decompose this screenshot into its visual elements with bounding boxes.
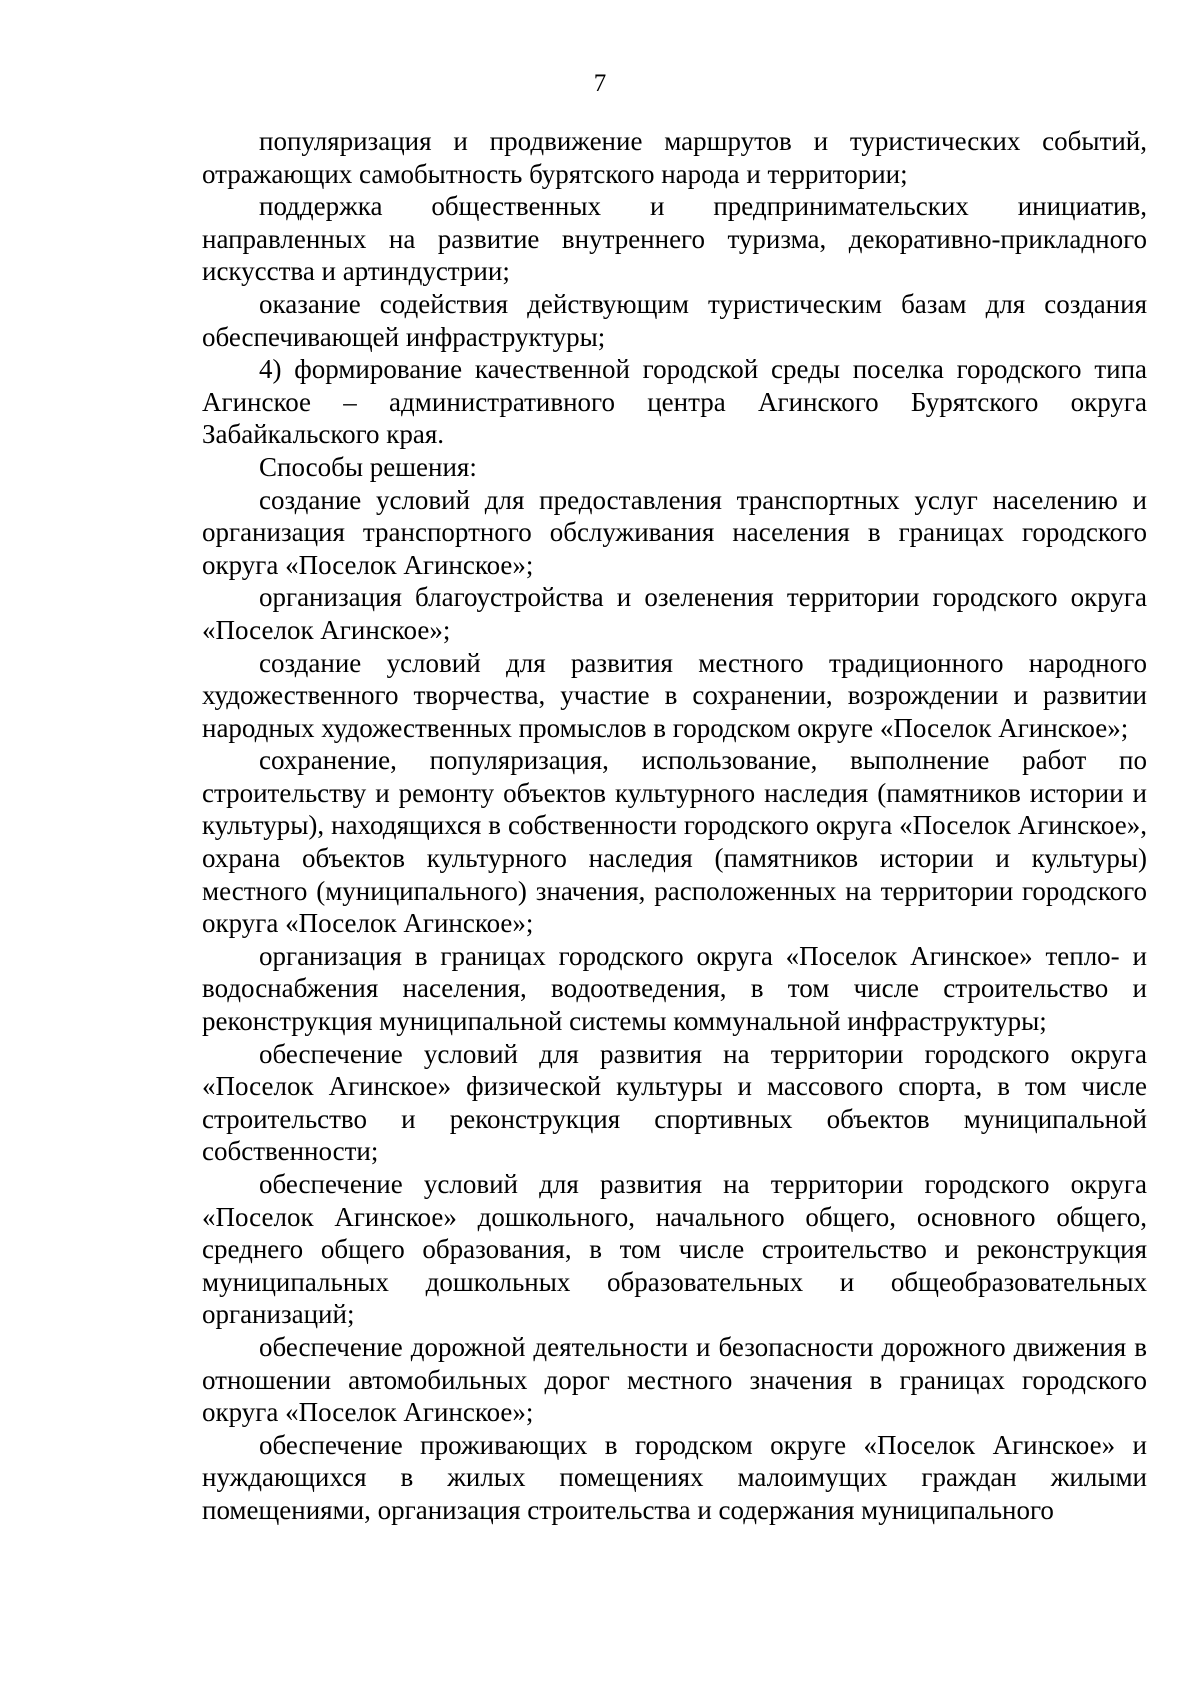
paragraph: популяризация и продвижение маршрутов и туристических событий, отражающих самобытность бурятского народа и территории; bbox=[202, 126, 1147, 189]
paragraph: 4) формирование качественной городской среды поселка городского типа Агинское – административного центра Агинского Бурятского округа Забайкальского края. bbox=[202, 354, 1147, 450]
paragraph: поддержка общественных и предпринимательских инициатив, направленных на развитие внутреннего туризма, декоративно-прикладного искусства и артиндустрии; bbox=[202, 191, 1147, 287]
paragraph: обеспечение условий для развития на территории городского округа «Поселок Агинское» физической культуры и массового спорта, в том числе строительство и реконструкция спортивных объектов муниципальной собственности; bbox=[202, 1038, 1147, 1167]
paragraph: сохранение, популяризация, использование, выполнение работ по строительству и ремонту объектов культурного наследия (памятников истории и культуры), находящихся в собственности городского округа «Поселок Агинское», охрана объектов культурного наследия (памятников истории и культуры) местного (муниципального) значения, расположенных на территории городского округа «Поселок Агинское»; bbox=[202, 745, 1147, 939]
paragraph: оказание содействия действующим туристическим базам для создания обеспечивающей инфраструктуры; bbox=[202, 288, 1147, 352]
paragraph: создание условий для предоставления транспортных услуг населению и организация транспортного обслуживания населения в границах городского округа «Поселок Агинское»; bbox=[202, 484, 1147, 580]
page-number: 7 bbox=[593, 70, 607, 97]
paragraph: обеспечение проживающих в городском округе «Поселок Агинское» и нуждающихся в жилых помещениях малоимущих граждан жилыми помещениями, организация строительства и содержания муниципального bbox=[202, 1429, 1147, 1525]
paragraph: Способы решения: bbox=[259, 451, 477, 482]
paragraph: создание условий для развития местного традиционного народного художественного творчества, участие в сохранении, возрождении и развитии народных художественных промыслов в городском округе «Поселок Агинское»; bbox=[202, 647, 1147, 743]
paragraph: организация в границах городского округа «Поселок Агинское» тепло- и водоснабжения населения, водоотведения, в том числе строительство и реконструкция муниципальной системы коммунальной инфраструктуры; bbox=[202, 940, 1147, 1037]
paragraph: обеспечение условий для развития на территории городского округа «Поселок Агинское» дошкольного, начального общего, основного общего, среднего общего образования, в том числе строительство и реконструкция муниципальных дошкольных образовательных и общеобразовательных организаций; bbox=[202, 1169, 1147, 1330]
paragraph: организация благоустройства и озеленения территории городского округа «Поселок Агинское»; bbox=[202, 582, 1147, 645]
document-body bbox=[202, 125, 1147, 1527]
paragraph: обеспечение дорожной деятельности и безопасности дорожного движения в отношении автомобильных дорог местного значения в границах городского округа «Поселок Агинское»; bbox=[202, 1331, 1147, 1428]
